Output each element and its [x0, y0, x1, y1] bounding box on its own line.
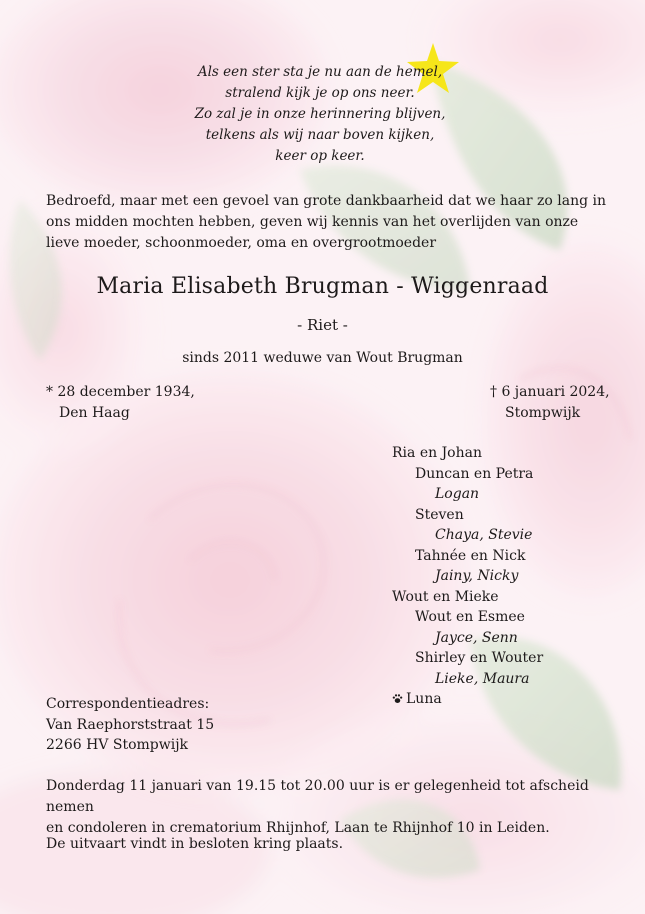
memorial-poem: [150, 62, 490, 167]
death-info: [490, 382, 610, 424]
farewell-line: en condoleren in crematorium Rhijnhof, Laan te Rhijnhof 10 in Leiden.: [46, 820, 550, 836]
birth-date: * 28 december 1934,: [46, 384, 195, 400]
poem-line: keer op keer.: [275, 148, 365, 164]
family-member: Jayce, Senn: [435, 629, 518, 646]
family-member: Wout en Esmee: [415, 609, 525, 625]
poem-line: stralend kijk je op ons neer.: [225, 85, 415, 101]
family-member: Chaya, Stevie: [435, 527, 533, 543]
correspondence-address: [46, 694, 214, 756]
correspondence-city: 2266 HV Stompwijk: [46, 737, 189, 753]
family-member: Tahnée en Nick: [415, 547, 526, 564]
correspondence-label: Correspondentieadres:: [46, 696, 210, 712]
family-member: Wout en Mieke: [392, 588, 499, 605]
poem-line: Als een ster sta je nu aan de hemel,: [197, 64, 443, 80]
family-member: Lieke, Maura: [435, 670, 530, 687]
farewell-notice: [46, 776, 616, 839]
deceased-name: Maria Elisabeth Brugman - Wiggenraad: [96, 274, 549, 299]
family-list: [392, 443, 543, 710]
poem-line: Zo zal je in onze herinnering blijven,: [194, 106, 446, 122]
family-member: Duncan en Petra: [415, 465, 534, 482]
poem-line: telkens als wij naar boven kijken,: [205, 127, 435, 143]
correspondence-street: Van Raephorststraat 15: [46, 716, 215, 733]
birth-info: [46, 382, 195, 424]
family-pet: [392, 689, 543, 710]
death-place: Stompwijk: [505, 405, 581, 421]
family-member: Shirley en Wouter: [415, 650, 544, 666]
birth-place: Den Haag: [59, 405, 130, 421]
family-member: Logan: [435, 486, 480, 502]
family-member: Ria en Johan: [392, 445, 482, 461]
announcement-intro: Bedroefd, maar met een gevoel van grote dankbaarheid dat we haar zo lang in ons midden mochten hebben, geven wij kennis van het overlijden van onze lieve moeder, schoonmoeder, oma en overgrootmoeder: [46, 193, 607, 251]
family-member: Steven: [415, 506, 464, 523]
farewell-line: Donderdag 11 januari van 19.15 tot 20.00 uur is er gelegenheid tot afscheid nemen: [46, 778, 589, 815]
pet-name: Luna: [406, 691, 442, 707]
death-date: † 6 januari 2024,: [490, 384, 610, 400]
family-member: Jainy, Nicky: [435, 568, 519, 584]
deceased-nickname: - Riet -: [297, 316, 348, 334]
paw-icon: [392, 693, 403, 704]
funeral-notice: De uitvaart vindt in besloten kring plaats.: [46, 836, 344, 852]
widow-note: sinds 2011 weduwe van Wout Brugman: [182, 350, 463, 366]
